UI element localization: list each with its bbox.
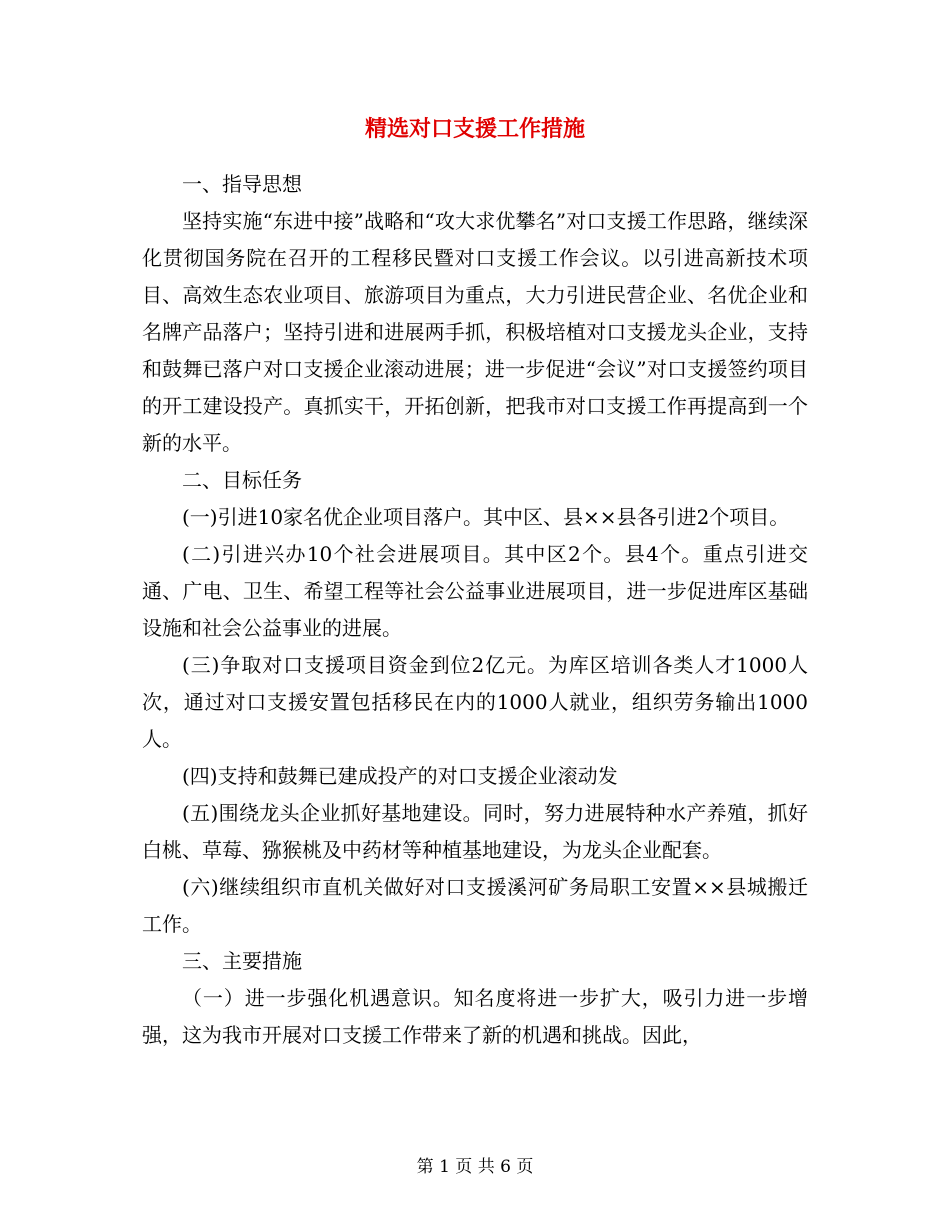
goal-item-5: (五)围绕龙头企业抓好基地建设。同时，努力进展特种水产养殖，抓好白桃、草莓、猕猴桃及中药材等种植基地建设，为龙头企业配套。 [142, 801, 808, 862]
section-heading-goals: 二、目标任务 [182, 468, 302, 492]
goal-item-6: (六)继续组织市直机关做好对口支援溪河矿务局职工安置××县城搬迁工作。 [142, 875, 808, 936]
measure-item-1: （一）进一步强化机遇意识。知名度将进一步扩大，吸引力进一步增强，这为我市开展对口支援工作带来了新的机遇和挑战。因此， [142, 986, 808, 1047]
page-footer: 第 1 页 共 6 页 [416, 1157, 534, 1177]
document-body [142, 166, 808, 1054]
section-heading-measures: 三、主要措施 [182, 949, 302, 973]
document-title: 精选对口支援工作措施 [364, 116, 585, 142]
section-heading-guiding-thought: 一、指导思想 [182, 172, 302, 196]
goal-item-2: (二)引进兴办10个社会进展项目。其中区2个。县4个。重点引进交通、广电、卫生、希望工程等社会公益事业进展项目，进一步促进库区基础设施和社会公益事业的进展。 [142, 542, 808, 640]
goal-item-1: (一)引进10家名优企业项目落户。其中区、县××县各引进2个项目。 [182, 505, 790, 529]
goal-item-4: (四)支持和鼓舞已建成投产的对口支援企业滚动发 [182, 764, 618, 788]
goal-item-3: (三)争取对口支援项目资金到位2亿元。为库区培训各类人才1000人次，通过对口支援安置包括移民在内的1000人就业，组织劳务输出1000人。 [142, 653, 808, 751]
paragraph-guiding-thought: 坚持实施“东进中接”战略和“攻大求优攀名”对口支援工作思路，继续深化贯彻国务院在召开的工程移民暨对口支援工作会议。以引进高新技术项目、高效生态农业项目、旅游项目为重点，大力引进民营企业、名优企业和名牌产品落户；坚持引进和进展两手抓，积极培植对口支援龙头企业，支持和鼓舞已落户对口支援企业滚动进展；进一步促进“会议”对口支援签约项目的开工建设投产。真抓实干，开拓创新，把我市对口支援工作再提高到一个新的水平。 [142, 209, 808, 455]
